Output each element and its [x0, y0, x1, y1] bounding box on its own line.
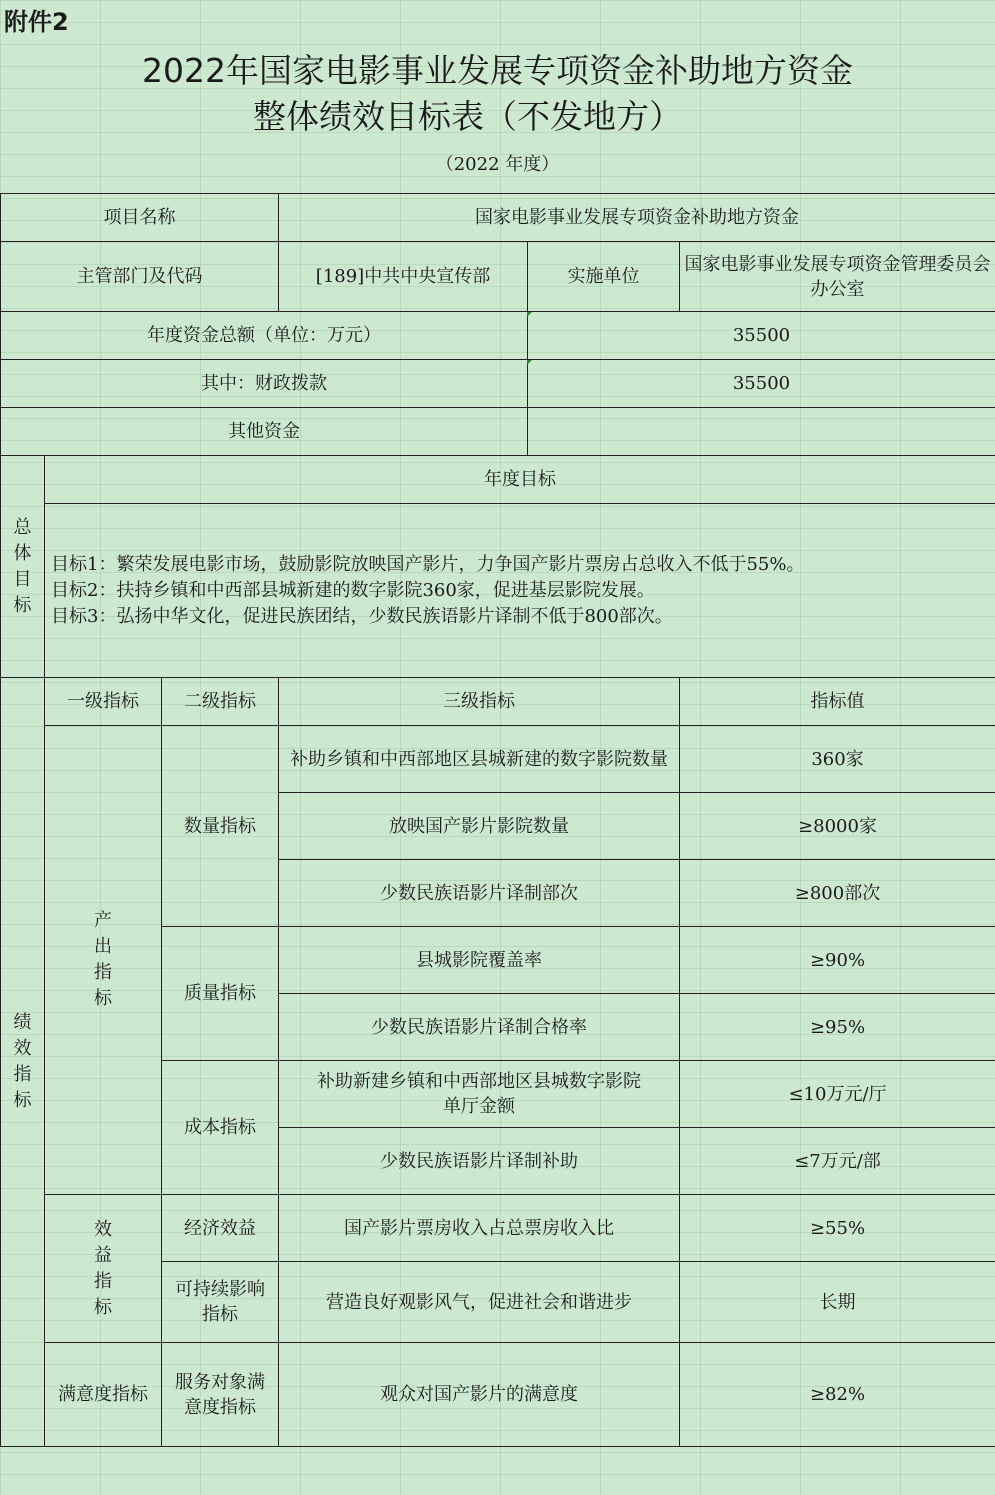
indicator-name[interactable]: 补助乡镇和中西部地区县城新建的数字影院数量: [279, 726, 680, 793]
fiscal-funds-value[interactable]: 35500: [528, 360, 995, 408]
other-funds-value[interactable]: [528, 408, 995, 456]
attachment-label: 附件2: [4, 8, 69, 36]
year-label: （2022 年度）: [435, 154, 560, 175]
table-row: [1, 726, 995, 793]
unit-label: 实施单位: [528, 242, 680, 312]
sustainability-indicator-label: 可持续影响指标: [162, 1262, 279, 1343]
service-satisfaction-label: 服务对象满意度指标: [162, 1343, 279, 1447]
indicator-value[interactable]: 长期: [680, 1262, 995, 1343]
goal-item-3: 目标3：弘扬中华文化，促进民族团结，少数民族语影片译制不低于800部次。: [51, 605, 673, 627]
col-header-level2: 二级指标: [162, 678, 279, 726]
goals-cell[interactable]: [45, 504, 995, 678]
indicator-value[interactable]: ≥95%: [680, 994, 995, 1061]
project-name-label: 项目名称: [1, 194, 279, 242]
output-indicator-label: 产出指标: [45, 726, 162, 1195]
project-name-value[interactable]: 国家电影事业发展专项资金补助地方资金: [279, 194, 995, 242]
indicator-value[interactable]: ≤10万元/厅: [680, 1061, 995, 1128]
col-header-level1: 一级指标: [45, 678, 162, 726]
cell-comment-marker: [527, 360, 532, 365]
table-row: [1, 242, 995, 312]
goal-item-2: 目标2：扶持乡镇和中西部县城新建的数字影院360家，促进基层影院发展。: [51, 579, 655, 601]
indicator-value[interactable]: ≤7万元/部: [680, 1128, 995, 1195]
overall-goal-label: 总体目标: [1, 456, 45, 678]
dept-label: 主管部门及代码: [1, 242, 279, 312]
fiscal-funds-label: 其中：财政拨款: [1, 360, 528, 408]
indicator-name[interactable]: 少数民族语影片译制补助: [279, 1128, 680, 1195]
unit-value[interactable]: 国家电影事业发展专项资金管理委员会办公室: [680, 242, 995, 312]
economic-benefit-label: 经济效益: [162, 1195, 279, 1262]
dept-value[interactable]: [189]中共中央宣传部: [279, 242, 528, 312]
indicator-name[interactable]: 补助新建乡镇和中西部地区县城数字影院单厅金额: [279, 1061, 680, 1128]
indicator-value[interactable]: ≥82%: [680, 1343, 995, 1447]
table-row: [1, 408, 995, 456]
title-line-2: 整体绩效目标表（不发地方）: [253, 97, 682, 136]
title-line-1: 2022年国家电影事业发展专项资金补助地方资金: [142, 51, 853, 90]
quality-indicator-label: 质量指标: [162, 927, 279, 1061]
table-row: [1, 504, 995, 678]
cost-indicator-label: 成本指标: [162, 1061, 279, 1195]
table-row: [1, 456, 995, 504]
indicator-name[interactable]: 国产影片票房收入占总票房收入比: [279, 1195, 680, 1262]
total-funds-value[interactable]: 35500: [528, 312, 995, 360]
table-row: [1, 1195, 995, 1262]
benefit-indicator-label: 效益指标: [45, 1195, 162, 1343]
cell-comment-marker: [527, 312, 532, 317]
indicator-value[interactable]: ≥55%: [680, 1195, 995, 1262]
goal-item-1: 目标1：繁荣发展电影市场，鼓励影院放映国产影片，力争国产影片票房占总收入不低于55%。: [51, 553, 805, 575]
table-row: [1, 678, 995, 726]
indicator-name[interactable]: 县城影院覆盖率: [279, 927, 680, 994]
table-row: [1, 312, 995, 360]
indicator-value[interactable]: ≥8000家: [680, 793, 995, 860]
col-header-value: 指标值: [680, 678, 995, 726]
indicator-name[interactable]: 放映国产影片影院数量: [279, 793, 680, 860]
indicator-value[interactable]: ≥800部次: [680, 860, 995, 927]
indicator-value[interactable]: ≥90%: [680, 927, 995, 994]
table-row: [1, 360, 995, 408]
indicator-name[interactable]: 营造良好观影风气，促进社会和谐进步: [279, 1262, 680, 1343]
indicator-name[interactable]: 少数民族语影片译制部次: [279, 860, 680, 927]
quantity-indicator-label: 数量指标: [162, 726, 279, 927]
total-funds-label: 年度资金总额（单位：万元）: [1, 312, 528, 360]
other-funds-label: 其他资金: [1, 408, 528, 456]
performance-indicator-label: 绩效指标: [1, 678, 45, 1447]
satisfaction-indicator-label: 满意度指标: [45, 1343, 162, 1447]
indicator-name[interactable]: 少数民族语影片译制合格率: [279, 994, 680, 1061]
indicator-name[interactable]: 观众对国产影片的满意度: [279, 1343, 680, 1447]
table-row: [1, 1343, 995, 1447]
table-row: [1, 194, 995, 242]
performance-table: [0, 193, 995, 1447]
col-header-level3: 三级指标: [279, 678, 680, 726]
annual-goal-header: 年度目标: [45, 456, 995, 504]
indicator-value[interactable]: 360家: [680, 726, 995, 793]
